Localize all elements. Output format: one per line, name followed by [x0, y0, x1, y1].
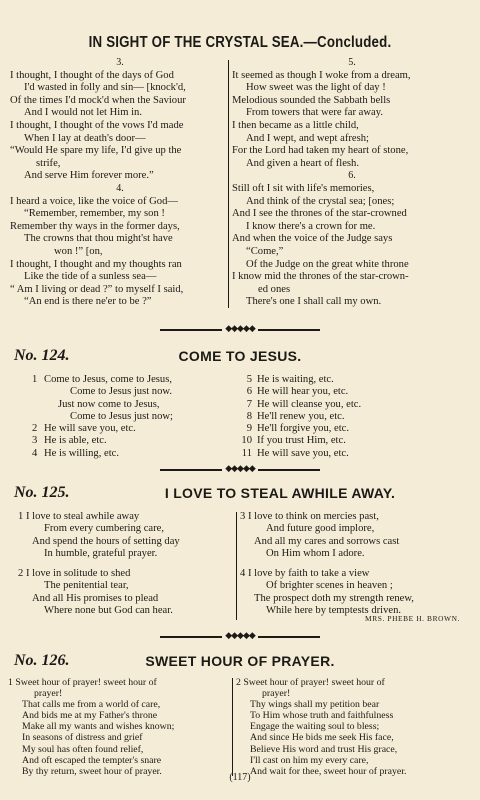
- verse-line: By thy return, sweet hour of prayer.: [22, 765, 162, 777]
- hymn-125-left: [18, 511, 238, 617]
- verse-line: The prospect doth my strength renew,: [254, 592, 414, 604]
- verse-line: won !” [on,: [54, 245, 103, 257]
- verse-line: And future good implore,: [266, 523, 375, 535]
- column-rule: [236, 512, 237, 620]
- verse-line: prayer!: [34, 688, 63, 700]
- ornament-divider: ◆◆◆◆◆: [160, 634, 320, 640]
- verse-number: 5: [246, 374, 252, 385]
- verse-line: 2 I love in solitude to shed: [18, 568, 131, 580]
- verse-line: He'll renew you, etc.: [257, 410, 345, 422]
- verse-line: Believe His word and trust His grace,: [250, 743, 398, 755]
- verse-line: I'd wasted in folly and sin— [knock'd,: [24, 82, 186, 94]
- hymn-number: No. 125.: [14, 484, 70, 501]
- verse-line: On Him whom I adore.: [266, 547, 365, 559]
- column-rule: [232, 678, 233, 776]
- verse-line: He is willing, etc.: [44, 447, 120, 459]
- verse-line: Where none but God can hear.: [44, 605, 173, 617]
- verse-line: The penitential tear,: [44, 580, 129, 592]
- verse-line: Just now come to Jesus,: [58, 398, 160, 410]
- verse-line: I thought, I thought of the days of God: [10, 69, 174, 81]
- verse-number: 4: [32, 447, 38, 459]
- verse-line: Make all my wants and wishes known;: [22, 721, 175, 733]
- verse-line: I'll cast on him my every care,: [250, 754, 369, 766]
- verse-line: In humble, grateful prayer.: [44, 547, 158, 559]
- verse-line: And wait for thee, sweet hour of prayer.: [250, 765, 407, 777]
- hymn-126-left: [8, 677, 230, 777]
- verse-number: 3: [32, 435, 38, 447]
- column-rule: [228, 60, 229, 308]
- verse-line: My soul has often found relief,: [22, 743, 144, 755]
- verse-line: And I would not let Him in.: [24, 107, 142, 119]
- hymn-title: COME TO JESUS.: [178, 348, 302, 364]
- verse-line: And oft escaped the tempter's snare: [22, 754, 162, 766]
- verse-line: I know mid the thrones of the star-crown-: [232, 271, 409, 283]
- ornament-divider: ◆◆◆◆◆: [160, 327, 320, 333]
- verse-line: For the Lord had taken my heart of stone,: [232, 145, 409, 157]
- hymn-number: No. 124.: [14, 347, 70, 364]
- hymn-126-right: [236, 677, 472, 777]
- verse-line: He is able, etc.: [44, 435, 107, 447]
- verse-line: Of the times I'd mock'd when the Saviour: [10, 94, 186, 106]
- hymn-124-header: [0, 347, 480, 367]
- verse-number: 11: [241, 447, 252, 459]
- verse-line: He will cleanse you, etc.: [257, 398, 362, 410]
- verse-line: While here by temptests driven.: [266, 605, 402, 617]
- hymn-author: MRS. PHEBE H. BROWN.: [365, 614, 460, 623]
- verse-line: 4 I love by faith to take a view: [240, 568, 370, 580]
- hymn-125-right: [240, 511, 472, 617]
- verse-line: And I see the thrones of the star-crowned: [232, 208, 407, 220]
- verse-line: From towers that were far away.: [246, 107, 383, 119]
- verse-line: He will save you, etc.: [257, 447, 349, 459]
- verse-line: Come to Jesus just now;: [70, 410, 173, 422]
- verse-line: In seasons of distress and grief: [22, 732, 143, 744]
- verse-line: And I wept, and wept afresh;: [246, 132, 369, 144]
- hymn-number: No. 126.: [14, 652, 70, 669]
- verse-line: If you trust Him, etc.: [257, 435, 346, 447]
- verse-line: He will hear you, etc.: [257, 386, 349, 398]
- verse-number: 1: [32, 374, 38, 385]
- verse-line: How sweet was the light of day !: [246, 82, 386, 94]
- verse-number: 7: [246, 398, 252, 410]
- verse-line: From every cumbering care,: [44, 523, 165, 535]
- verse-line: Like the tide of a sunless sea—: [24, 271, 157, 283]
- page-title: IN SIGHT OF THE CRYSTAL SEA.—Concluded.: [88, 34, 392, 51]
- verse-line: I thought, I thought and my thoughts ran: [10, 258, 182, 270]
- verse-line: strife,: [36, 157, 61, 169]
- hymn-124-right: [238, 374, 438, 460]
- verse-line: To Him whose truth and faithfulness: [250, 710, 394, 722]
- verse-line: 3 I love to think on mercies past,: [240, 511, 379, 522]
- verse-line: He'll forgive you, etc.: [257, 423, 350, 435]
- verse-number: 5.: [348, 57, 356, 68]
- verse-line: And when the voice of the Judge says: [232, 233, 393, 245]
- verse-line: 1 I love to steal awhile away: [18, 511, 140, 522]
- verse-line: I then became as a little child,: [232, 119, 359, 131]
- verse-number: 6: [246, 386, 252, 398]
- hymn-126-header: [0, 652, 480, 672]
- verse-line: When I lay at death's door—: [24, 132, 146, 144]
- verse-line: And serve Him forever more.”: [24, 170, 154, 182]
- verse-line: Come to Jesus, come to Jesus,: [44, 374, 172, 385]
- stanza-gap: [18, 560, 238, 568]
- verse-line: And since He bids me seek His face,: [250, 732, 394, 744]
- verse-line: Engage the waiting soul to bless;: [250, 721, 380, 733]
- verse-line: I know there's a crown for me.: [246, 220, 376, 232]
- stanza-gap: [240, 560, 472, 568]
- page-number: (117): [229, 772, 251, 783]
- verse-line: And spend the hours of setting day: [32, 535, 180, 547]
- verse-line: I thought, I thought of the vows I'd made: [10, 119, 184, 131]
- verse-number: 3.: [116, 57, 124, 68]
- verse-line: Come to Jesus just now.: [70, 386, 173, 398]
- verse-line: Melodious sounded the Sabbath bells: [232, 94, 391, 106]
- verse-number: 8: [246, 410, 252, 422]
- verse-line: “An end is there ne'er to be ?”: [24, 296, 152, 308]
- verse-line: “Come,”: [246, 245, 284, 257]
- verse-line: And all my cares and sorrows cast: [254, 535, 400, 547]
- verse-number: 6.: [348, 170, 356, 182]
- verse-line: He will save you, etc.: [44, 423, 136, 435]
- verse-number: 10: [241, 435, 252, 447]
- verse-line: There's one I shall call my own.: [246, 296, 382, 308]
- hymn-title: I LOVE TO STEAL AWHILE AWAY.: [164, 485, 396, 501]
- verse-line: “ Am I living or dead ?” to myself I said,: [10, 283, 184, 295]
- verse-line: And bids me at my Father's throne: [22, 710, 158, 722]
- verse-line: I heard a voice, like the voice of God—: [10, 195, 178, 207]
- verse-line: Of the Judge on the great white throne: [246, 258, 409, 270]
- verse-number: 9: [246, 423, 252, 435]
- verse-line: It seemed as though I woke from a dream,: [232, 69, 411, 81]
- verse-line: Of brighter scenes in heaven ;: [266, 580, 393, 592]
- verse-line: 1 Sweet hour of prayer! sweet hour of: [8, 677, 157, 688]
- verse-number: 2: [32, 423, 38, 435]
- verse-line: And given a heart of flesh.: [246, 157, 359, 169]
- hymn-124-left: [32, 374, 232, 460]
- crystal-sea-right-column: [232, 57, 472, 309]
- verse-line: Thy wings shall my petition bear: [250, 699, 380, 711]
- verse-line: And think of the crystal sea; [ones;: [246, 195, 395, 207]
- verse-line: prayer!: [262, 688, 291, 700]
- ornament-divider: ◆◆◆◆◆: [160, 467, 320, 473]
- hymn-title: SWEET HOUR OF PRAYER.: [145, 653, 335, 669]
- crystal-sea-left-column: [10, 57, 230, 309]
- verse-line: That calls me from a world of care,: [22, 699, 161, 711]
- verse-line: Remember thy ways in the former days,: [10, 220, 180, 232]
- verse-line: “Would He spare my life, I'd give up the: [10, 145, 182, 157]
- verse-line: “Remember, remember, my son !: [24, 208, 165, 220]
- verse-number: 4.: [116, 182, 124, 194]
- verse-line: 2 Sweet hour of prayer! sweet hour of: [236, 677, 385, 688]
- hymn-125-header: [0, 484, 480, 504]
- verse-line: And all His promises to plead: [32, 592, 159, 604]
- verse-line: He is waiting, etc.: [257, 374, 334, 385]
- verse-line: ed ones: [258, 283, 291, 295]
- verse-line: The crowns that thou might'st have: [24, 233, 173, 245]
- verse-line: Still oft I sit with life's memories,: [232, 182, 375, 194]
